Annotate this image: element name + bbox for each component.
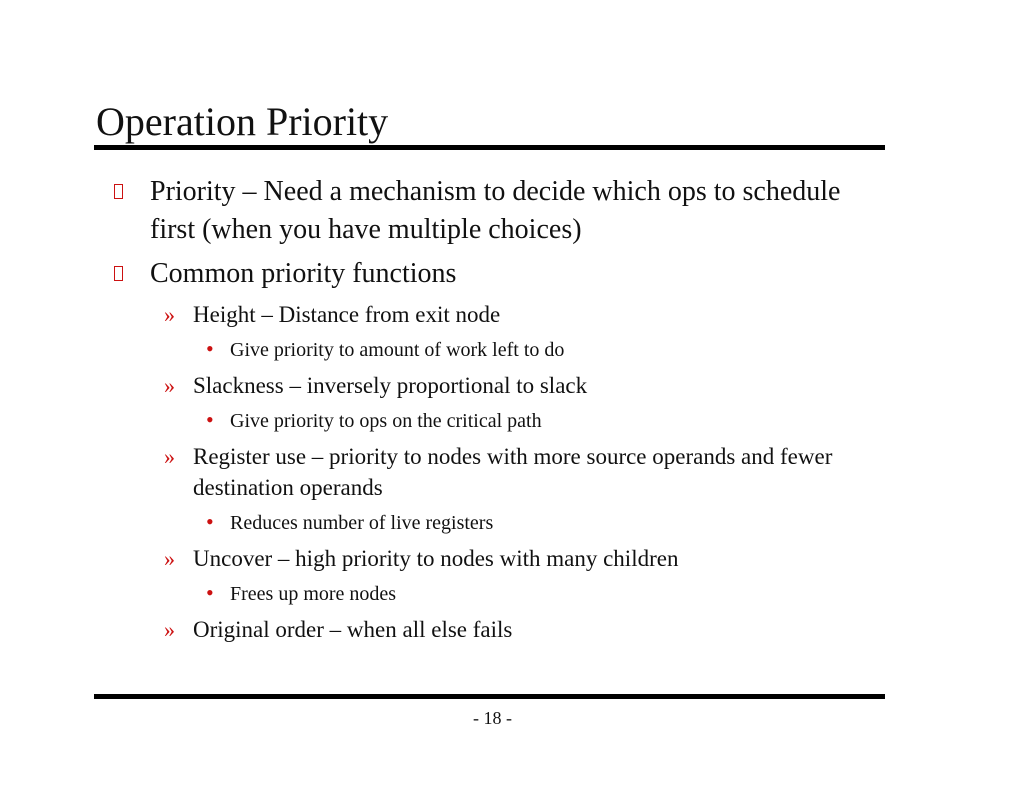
sub-item-text: Slackness – inversely proportional to slack [193, 373, 588, 398]
list-item-priority [150, 173, 850, 249]
chevron-right-icon: » [164, 617, 175, 642]
chevron-right-icon: » [164, 546, 175, 571]
sub-item-height [164, 299, 873, 330]
detail-item-uncover [206, 580, 397, 607]
detail-item-slackness [206, 407, 542, 434]
list-item-common-priority-functions [150, 255, 850, 293]
square-bullet-icon [114, 184, 123, 199]
chevron-right-icon: » [164, 373, 175, 398]
dot-bullet-icon: • [206, 407, 214, 432]
dot-bullet-icon: • [206, 509, 214, 534]
detail-text: Frees up more nodes [230, 583, 397, 605]
chevron-right-icon: » [164, 444, 175, 469]
sub-item-text: Height – Distance from exit node [193, 302, 501, 327]
square-bullet-icon [114, 266, 123, 281]
bullet-text: Common priority functions [150, 258, 457, 289]
detail-text: Give priority to ops on the critical path [230, 410, 542, 432]
title-divider [94, 145, 885, 150]
detail-text: Give priority to amount of work left to do [230, 339, 565, 361]
page-title: Operation Priority [96, 99, 389, 144]
page-number: - 18 - [473, 708, 512, 728]
sub-item-slackness [164, 370, 873, 401]
detail-text: Reduces number of live registers [230, 512, 494, 534]
dot-bullet-icon: • [206, 580, 214, 605]
bullet-text: Priority – Need a mechanism to decide which ops to schedule first (when you have multiple choices) [150, 176, 841, 245]
footer-divider [94, 694, 885, 699]
chevron-right-icon: » [164, 302, 175, 327]
detail-item-register-use [206, 509, 494, 536]
sub-item-text: Original order – when all else fails [193, 617, 513, 642]
sub-item-uncover [164, 543, 873, 574]
sub-item-register-use [164, 441, 873, 503]
detail-item-height [206, 336, 565, 363]
dot-bullet-icon: • [206, 336, 214, 361]
sub-item-text: Uncover – high priority to nodes with many children [193, 546, 679, 571]
sub-item-text: Register use – priority to nodes with more source operands and fewer destination operands [193, 444, 833, 500]
sub-item-original-order [164, 614, 873, 645]
